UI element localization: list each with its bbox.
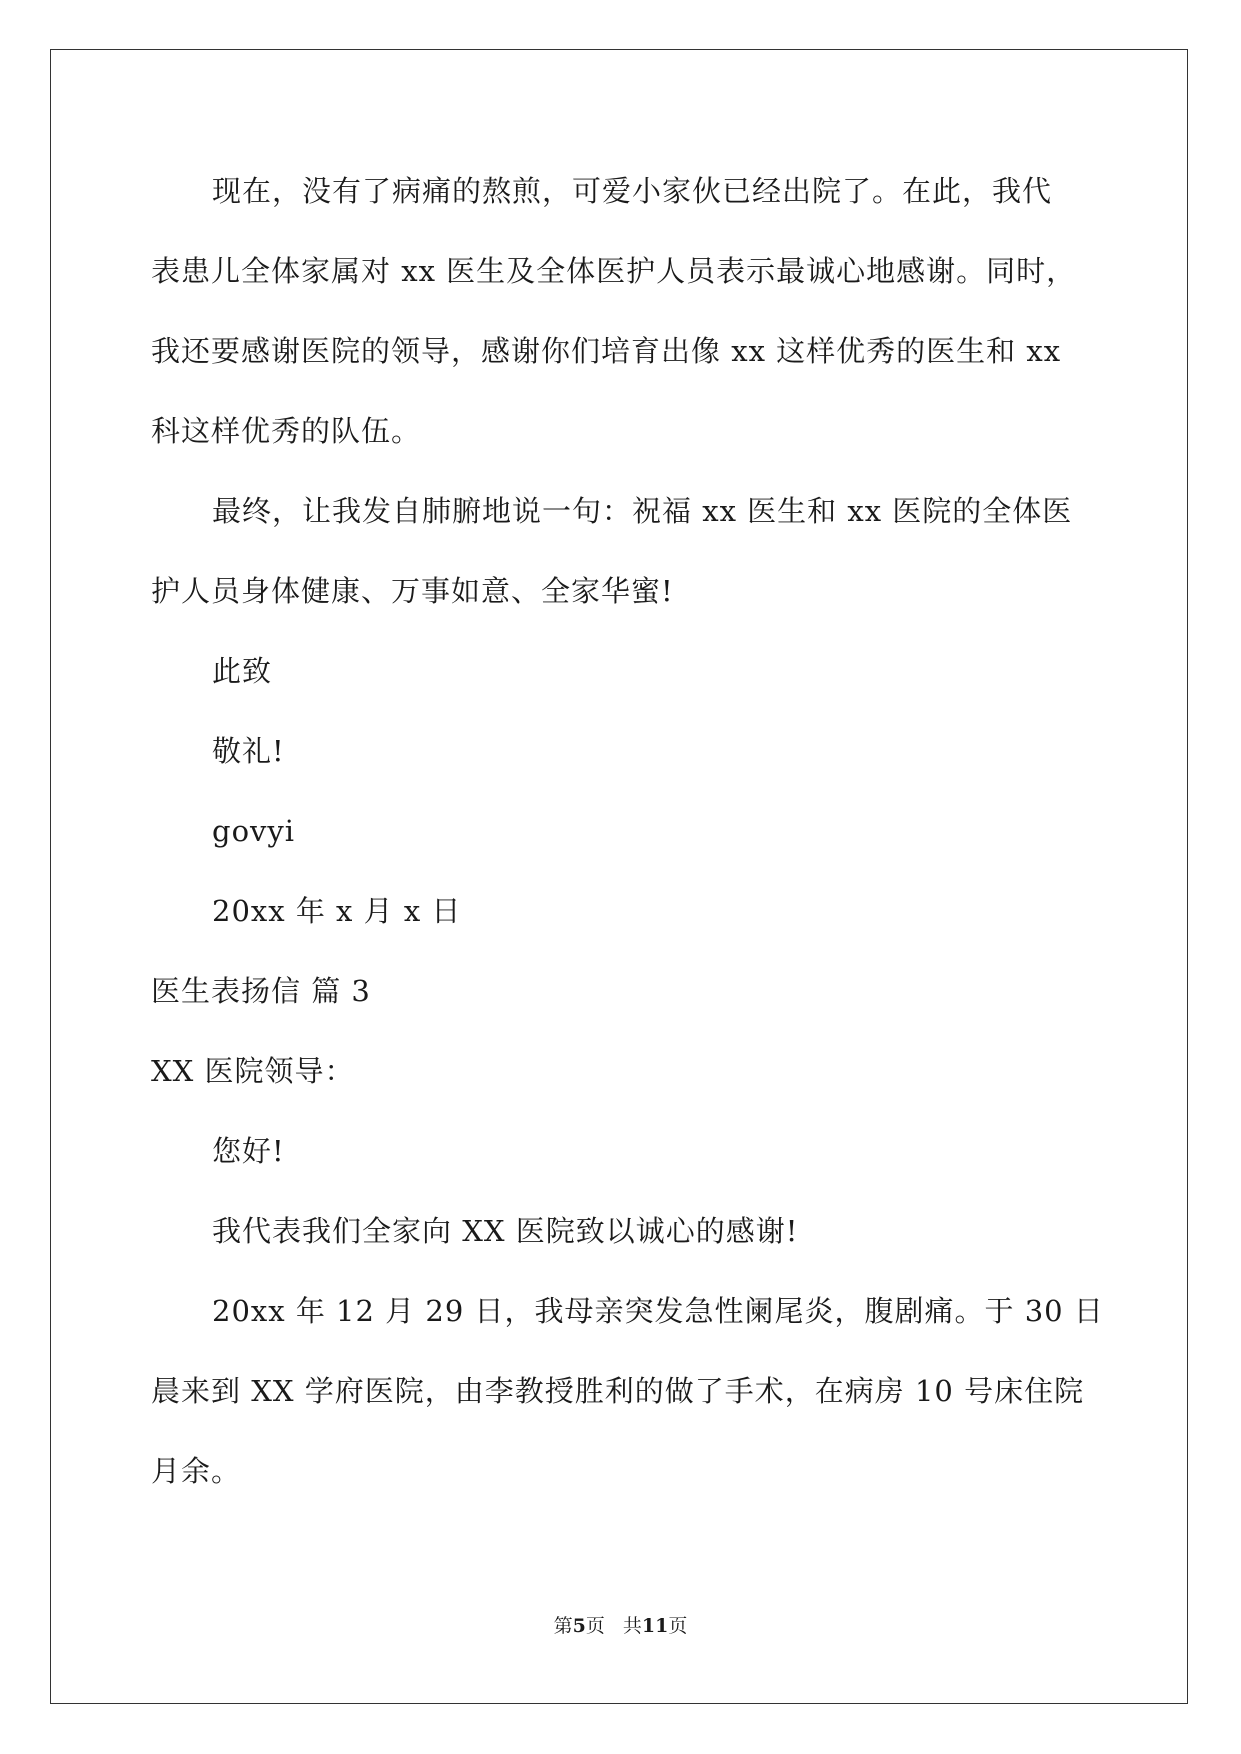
letter-greeting: 您好!	[212, 1134, 285, 1168]
paragraph-line: 晨来到 XX 学府医院，由李教授胜利的做了手术，在病房 10 号床住院	[151, 1374, 1085, 1408]
total-suffix: 页	[668, 1615, 688, 1637]
paragraph-line: 我代表我们全家向 XX 医院致以诚心的感谢!	[212, 1214, 799, 1248]
page-suffix: 页	[585, 1615, 605, 1637]
paragraph-line: 表患儿全体家属对 xx 医生及全体医护人员表示最诚心地感谢。同时，	[151, 254, 1077, 288]
total-pages: 11	[641, 1615, 669, 1637]
section-heading: 医生表扬信 篇 3	[151, 974, 371, 1008]
closing-regards: 敬礼!	[212, 734, 285, 768]
page-prefix: 第	[553, 1615, 573, 1637]
letter-addressee: XX 医院领导：	[151, 1054, 355, 1088]
paragraph-line: 我还要感谢医院的领导，感谢你们培育出像 xx 这样优秀的医生和 xx	[151, 334, 1062, 368]
paragraph-line: 20xx 年 12 月 29 日，我母亲突发急性阑尾炎，腹剧痛。于 30 日	[212, 1294, 1104, 1328]
paragraph-line: 科这样优秀的队伍。	[151, 414, 422, 448]
paragraph-line: 现在，没有了病痛的熬煎，可爱小家伙已经出院了。在此，我代	[212, 174, 1053, 208]
paragraph-line: 护人员身体健康、万事如意、全家华蜜!	[151, 574, 674, 608]
page-footer	[0, 1614, 1241, 1638]
page-number: 5	[572, 1615, 586, 1637]
paragraph-line: 最终，让我发自肺腑地说一句：祝福 xx 医生和 xx 医院的全体医	[212, 494, 1073, 528]
closing-salutation: 此致	[212, 654, 273, 688]
total-prefix: 共	[622, 1615, 642, 1637]
letter-date: 20xx 年 x 月 x 日	[212, 894, 462, 928]
paragraph-line: 月余。	[151, 1454, 242, 1488]
signature-name: govyi	[212, 814, 296, 848]
